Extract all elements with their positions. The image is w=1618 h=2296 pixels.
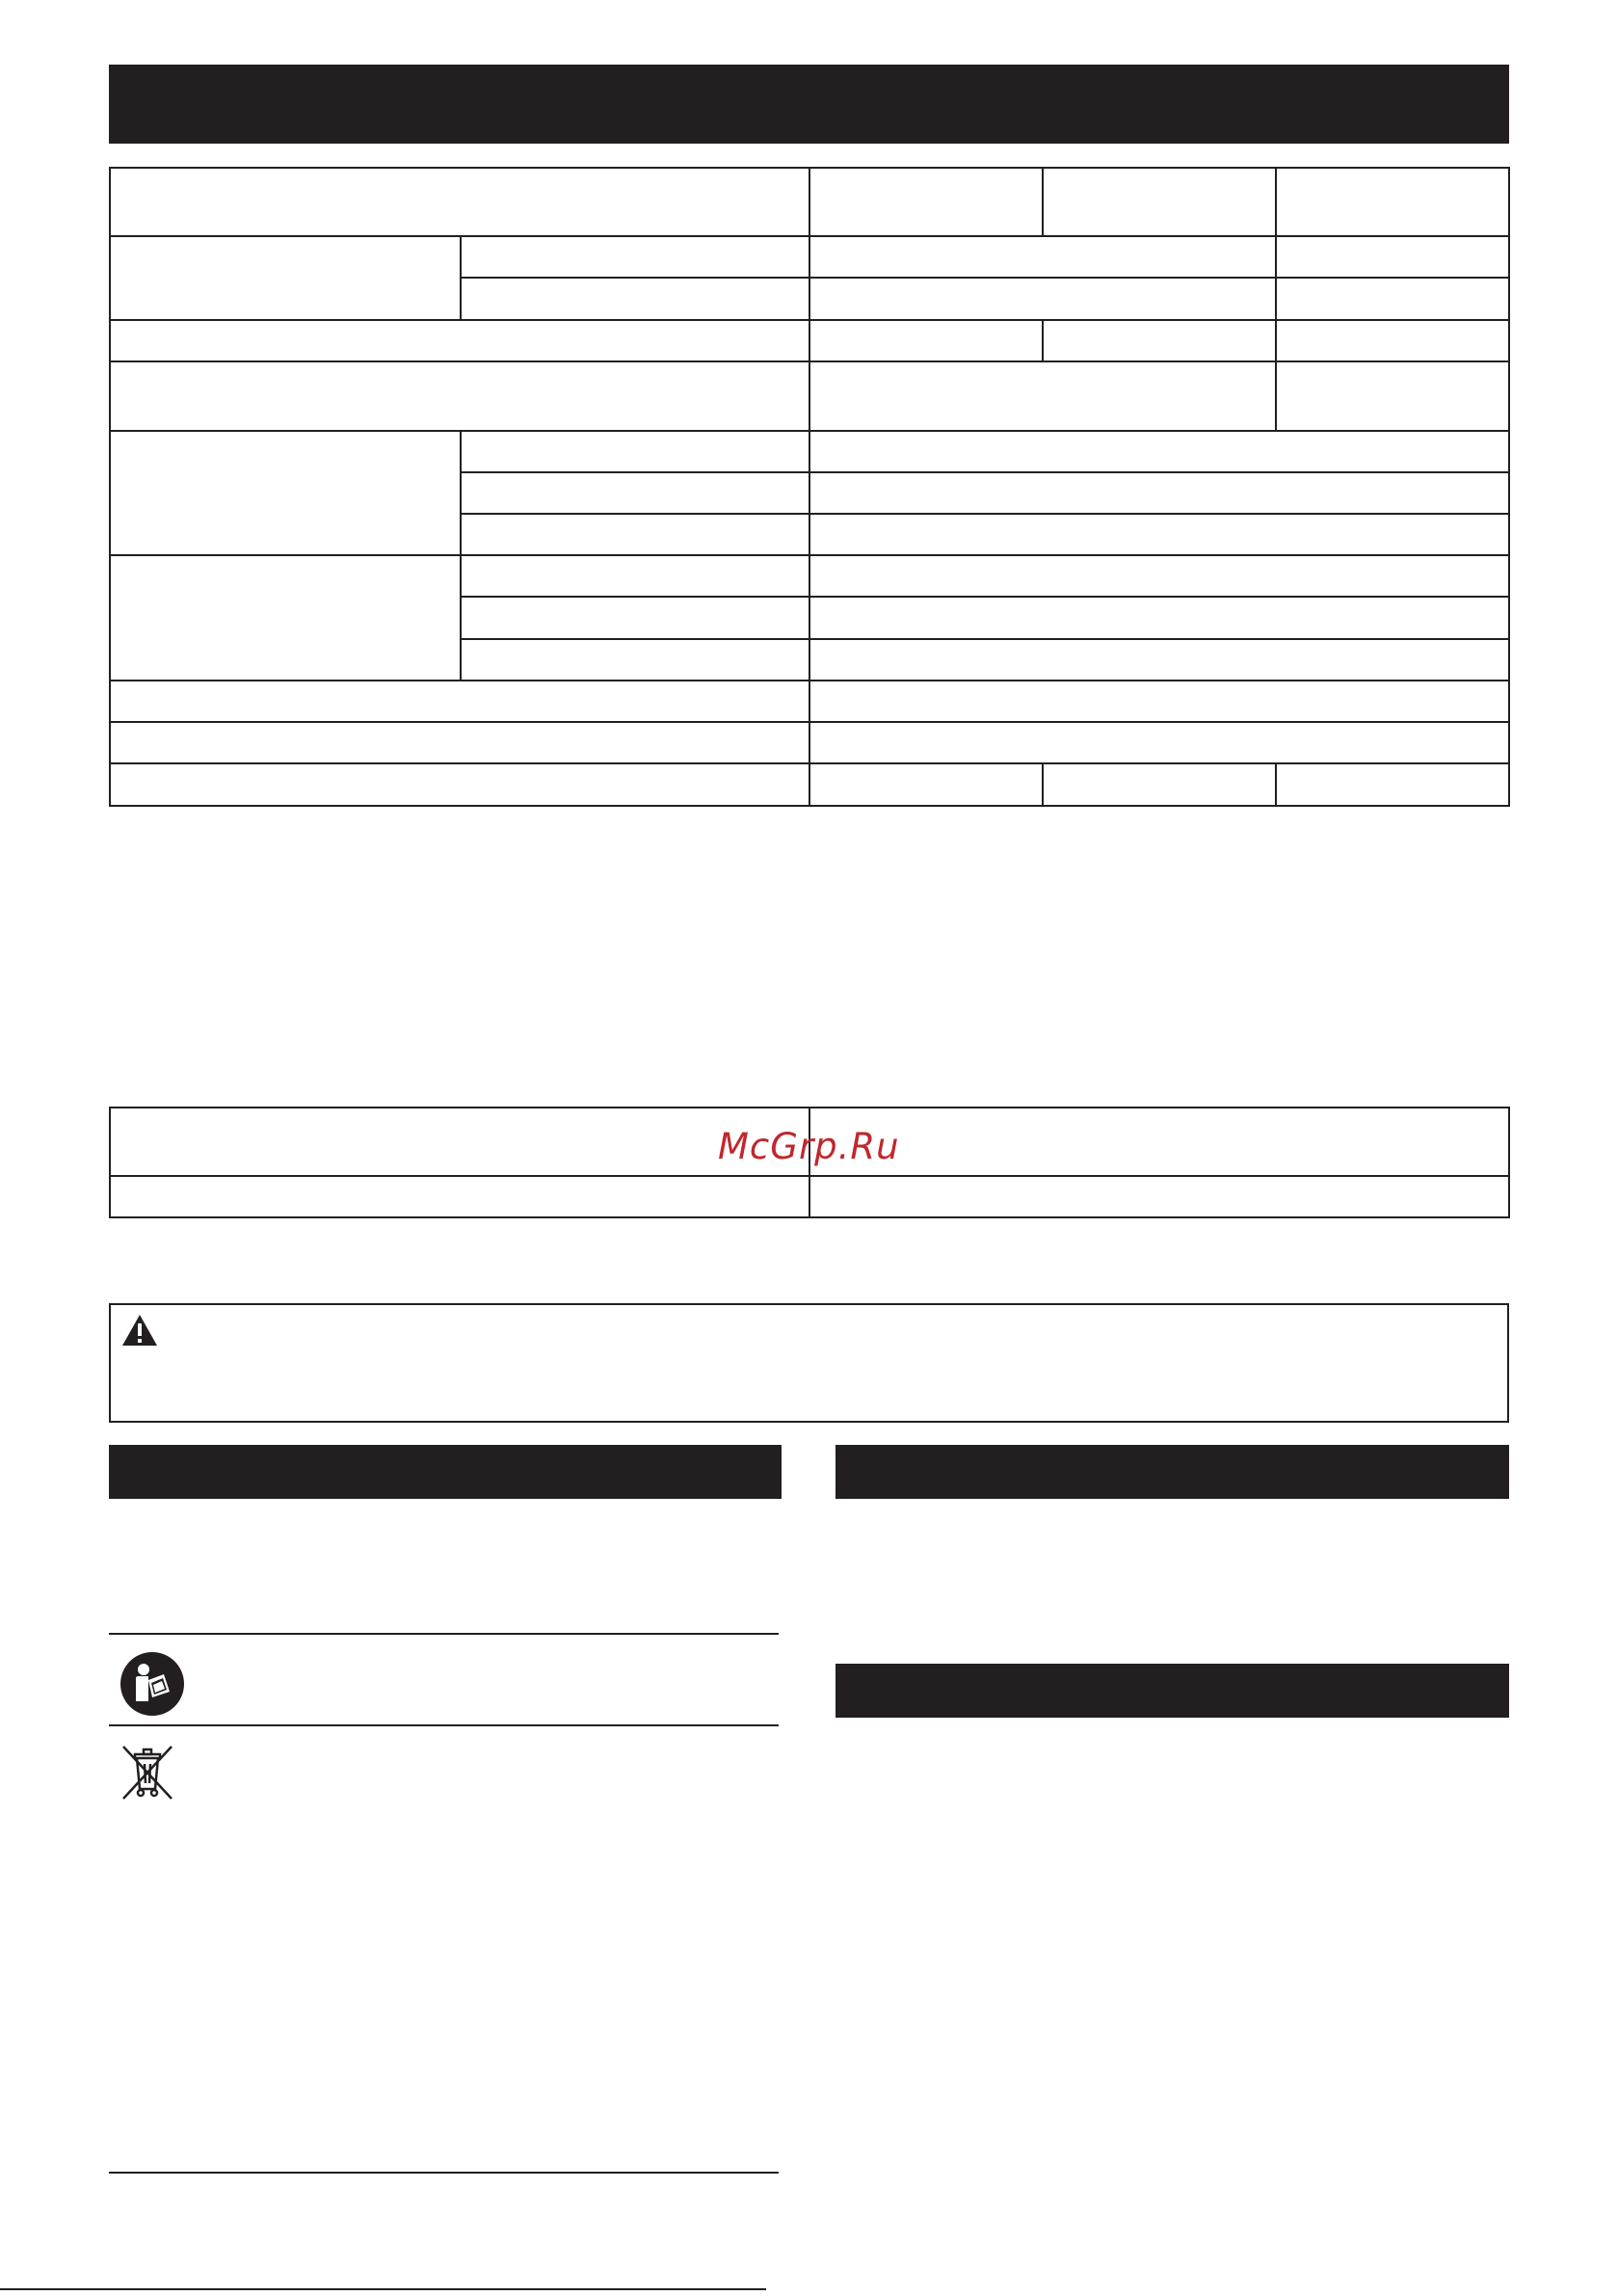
symbols-rule (109, 2172, 779, 2174)
spec-table-divider (460, 235, 462, 319)
spec-table-rule (460, 513, 1510, 515)
section-header-safety-warnings (836, 1664, 1509, 1718)
symbols-rule (109, 1633, 779, 1635)
spec-table-rule (460, 277, 1510, 279)
crossed-out-bin-icon (119, 1743, 175, 1802)
section-header-symbols (109, 1445, 782, 1499)
read-manual-icon (119, 1651, 185, 1717)
spec-table-rule (460, 596, 1510, 598)
spec-table-divider (1275, 762, 1277, 807)
spec-table-rule (460, 471, 1510, 473)
spec-table-divider (1275, 167, 1277, 431)
spec-table-divider (809, 167, 810, 807)
spec-table-divider (460, 430, 462, 681)
spec-table-rule (460, 638, 1510, 640)
watermark: McGrp.Ru (718, 1126, 900, 1167)
warning-triangle-icon (120, 1313, 159, 1348)
spec-table-divider (1042, 319, 1044, 361)
warning-box (109, 1303, 1509, 1423)
spec-table-divider (1042, 167, 1044, 236)
section-header-intended-use (836, 1445, 1509, 1499)
section-header-specifications (109, 65, 1509, 144)
footer-rule (0, 2288, 766, 2290)
spec-table-divider (1042, 762, 1044, 807)
symbols-rule (109, 1724, 779, 1726)
